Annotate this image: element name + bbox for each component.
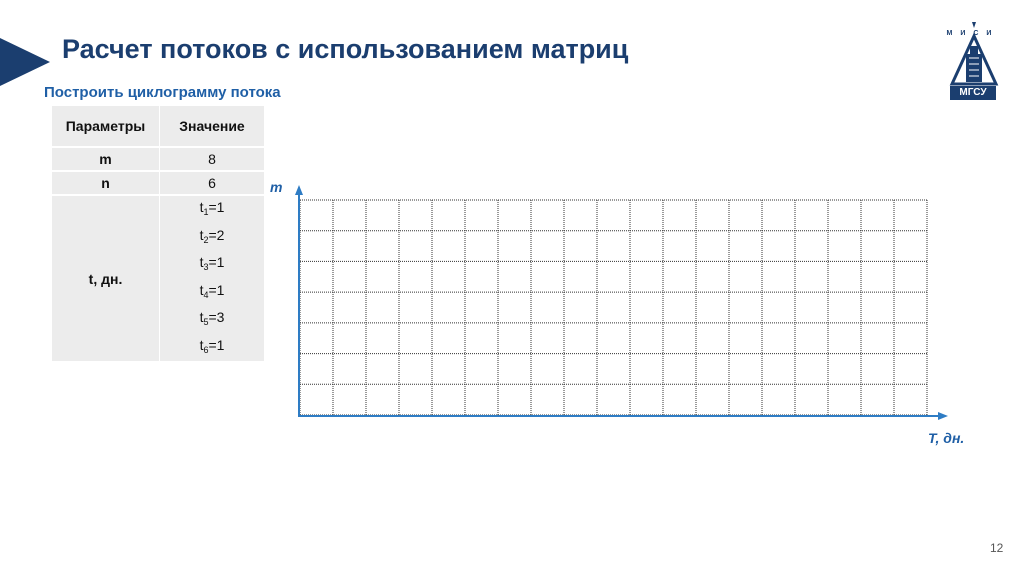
row-value-m: 8: [159, 146, 264, 170]
page-title: Расчет потоков с использованием матриц: [62, 34, 629, 64]
grid-lines: [300, 200, 927, 415]
t-value-item: $t_3=1$: [199, 254, 225, 272]
row-label-t: t, дн.: [52, 194, 159, 361]
logo-top-letters: МИСИ: [946, 30, 1000, 37]
t-value-item: $t_5=3$: [199, 309, 225, 327]
x-axis-arrow-icon: [938, 412, 948, 420]
t-value-item: $t_1=1$: [199, 199, 225, 217]
t-value-item: $t_6=1$: [199, 336, 225, 355]
row-label-m: m: [52, 146, 159, 170]
y-axis-label: m: [270, 179, 283, 195]
page-subtitle: Построить циклограмму потока: [44, 84, 281, 101]
page-number: 12: [990, 541, 1004, 555]
x-axis-label: T, дн.: [928, 430, 965, 446]
t-value-item: $t_4=1$: [199, 281, 225, 300]
logo-name: МГСУ: [950, 86, 996, 100]
y-axis-arrow-icon: [295, 185, 303, 195]
row-label-n: n: [52, 170, 159, 194]
t-value-item: $t_2=2$: [199, 226, 225, 245]
header-value: Значение: [159, 106, 264, 146]
row-value-n: 6: [159, 170, 264, 194]
header-parameters: Параметры: [52, 106, 159, 146]
